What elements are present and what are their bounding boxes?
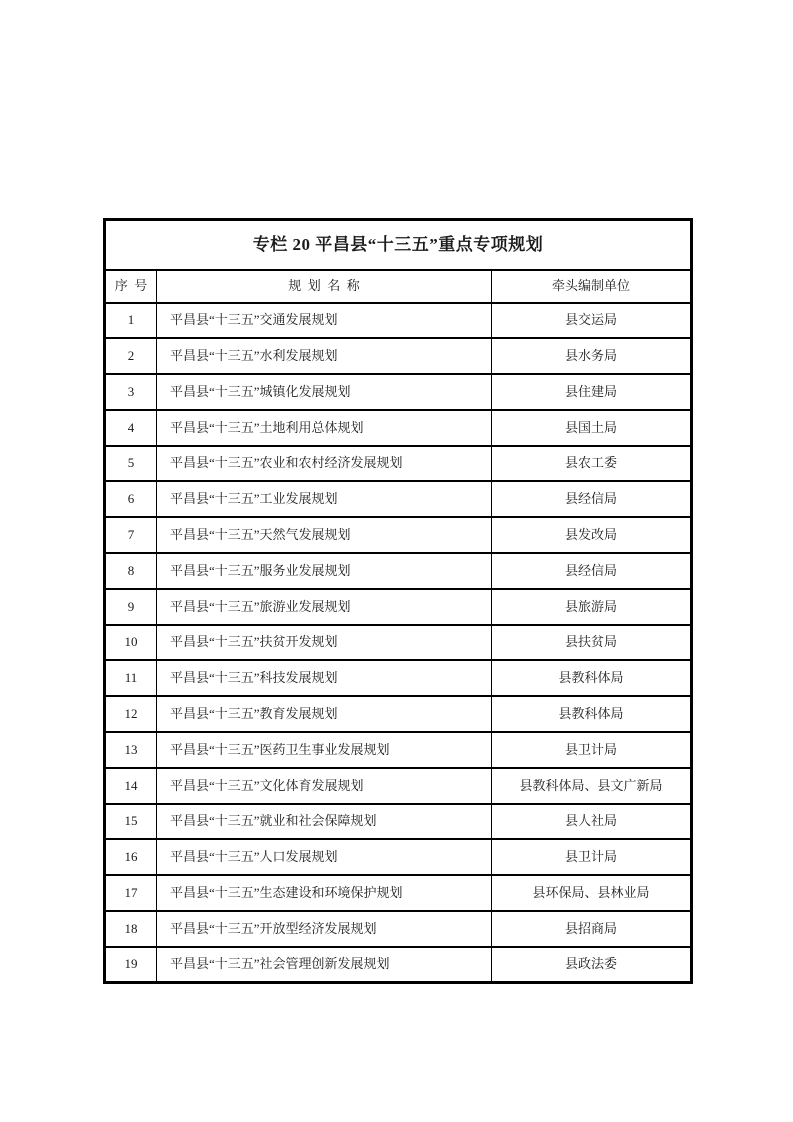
row-serial-number: 10 xyxy=(105,625,157,661)
row-serial-number: 6 xyxy=(105,481,157,517)
header-serial-number: 序 号 xyxy=(105,270,157,303)
row-serial-number: 14 xyxy=(105,768,157,804)
table-body xyxy=(105,303,692,983)
row-plan-name: 平昌县“十三五”天然气发展规划 xyxy=(157,517,492,553)
table-title: 专栏 20 平昌县“十三五”重点专项规划 xyxy=(105,220,692,270)
row-lead-unit: 县政法委 xyxy=(492,947,692,983)
table-row xyxy=(105,374,692,410)
row-plan-name: 平昌县“十三五”科技发展规划 xyxy=(157,660,492,696)
row-lead-unit: 县卫计局 xyxy=(492,839,692,875)
table-row xyxy=(105,303,692,339)
row-plan-name: 平昌县“十三五”开放型经济发展规划 xyxy=(157,911,492,947)
row-plan-name: 平昌县“十三五”就业和社会保障规划 xyxy=(157,804,492,840)
row-plan-name: 平昌县“十三五”农业和农村经济发展规划 xyxy=(157,446,492,482)
row-serial-number: 15 xyxy=(105,804,157,840)
row-serial-number: 16 xyxy=(105,839,157,875)
row-serial-number: 9 xyxy=(105,589,157,625)
table-row xyxy=(105,875,692,911)
table-title-row xyxy=(105,220,692,270)
row-lead-unit: 县发改局 xyxy=(492,517,692,553)
table-row xyxy=(105,947,692,983)
row-plan-name: 平昌县“十三五”医药卫生事业发展规划 xyxy=(157,732,492,768)
table-row xyxy=(105,446,692,482)
table-row xyxy=(105,589,692,625)
row-lead-unit: 县卫计局 xyxy=(492,732,692,768)
row-plan-name: 平昌县“十三五”社会管理创新发展规划 xyxy=(157,947,492,983)
header-plan-name: 规 划 名 称 xyxy=(157,270,492,303)
table-row xyxy=(105,517,692,553)
row-plan-name: 平昌县“十三五”人口发展规划 xyxy=(157,839,492,875)
plans-table xyxy=(103,218,693,984)
row-plan-name: 平昌县“十三五”扶贫开发规划 xyxy=(157,625,492,661)
row-lead-unit: 县国土局 xyxy=(492,410,692,446)
table-row xyxy=(105,911,692,947)
table-row xyxy=(105,696,692,732)
row-lead-unit: 县人社局 xyxy=(492,804,692,840)
table-row xyxy=(105,804,692,840)
row-serial-number: 18 xyxy=(105,911,157,947)
row-serial-number: 3 xyxy=(105,374,157,410)
table-row xyxy=(105,410,692,446)
row-serial-number: 8 xyxy=(105,553,157,589)
table-row xyxy=(105,625,692,661)
row-lead-unit: 县扶贫局 xyxy=(492,625,692,661)
row-lead-unit: 县旅游局 xyxy=(492,589,692,625)
row-lead-unit: 县经信局 xyxy=(492,481,692,517)
row-lead-unit: 县经信局 xyxy=(492,553,692,589)
row-plan-name: 平昌县“十三五”水利发展规划 xyxy=(157,338,492,374)
row-serial-number: 2 xyxy=(105,338,157,374)
table-row xyxy=(105,839,692,875)
row-plan-name: 平昌县“十三五”文化体育发展规划 xyxy=(157,768,492,804)
table-row xyxy=(105,553,692,589)
table-row xyxy=(105,481,692,517)
row-serial-number: 19 xyxy=(105,947,157,983)
row-plan-name: 平昌县“十三五”工业发展规划 xyxy=(157,481,492,517)
table-row xyxy=(105,768,692,804)
row-lead-unit: 县水务局 xyxy=(492,338,692,374)
row-lead-unit: 县招商局 xyxy=(492,911,692,947)
table-header-row xyxy=(105,270,692,303)
row-serial-number: 17 xyxy=(105,875,157,911)
row-serial-number: 1 xyxy=(105,303,157,339)
row-plan-name: 平昌县“十三五”服务业发展规划 xyxy=(157,553,492,589)
row-plan-name: 平昌县“十三五”旅游业发展规划 xyxy=(157,589,492,625)
row-plan-name: 平昌县“十三五”交通发展规划 xyxy=(157,303,492,339)
table-row xyxy=(105,338,692,374)
table-row xyxy=(105,732,692,768)
row-plan-name: 平昌县“十三五”教育发展规划 xyxy=(157,696,492,732)
row-plan-name: 平昌县“十三五”城镇化发展规划 xyxy=(157,374,492,410)
row-lead-unit: 县教科体局 xyxy=(492,660,692,696)
row-plan-name: 平昌县“十三五”土地利用总体规划 xyxy=(157,410,492,446)
row-lead-unit: 县环保局、县林业局 xyxy=(492,875,692,911)
row-lead-unit: 县教科体局、县文广新局 xyxy=(492,768,692,804)
row-lead-unit: 县交运局 xyxy=(492,303,692,339)
row-lead-unit: 县住建局 xyxy=(492,374,692,410)
row-serial-number: 13 xyxy=(105,732,157,768)
row-plan-name: 平昌县“十三五”生态建设和环境保护规划 xyxy=(157,875,492,911)
table-row xyxy=(105,660,692,696)
row-serial-number: 12 xyxy=(105,696,157,732)
row-serial-number: 5 xyxy=(105,446,157,482)
row-serial-number: 4 xyxy=(105,410,157,446)
row-serial-number: 7 xyxy=(105,517,157,553)
row-serial-number: 11 xyxy=(105,660,157,696)
header-lead-unit: 牵头编制单位 xyxy=(492,270,692,303)
row-lead-unit: 县教科体局 xyxy=(492,696,692,732)
row-lead-unit: 县农工委 xyxy=(492,446,692,482)
